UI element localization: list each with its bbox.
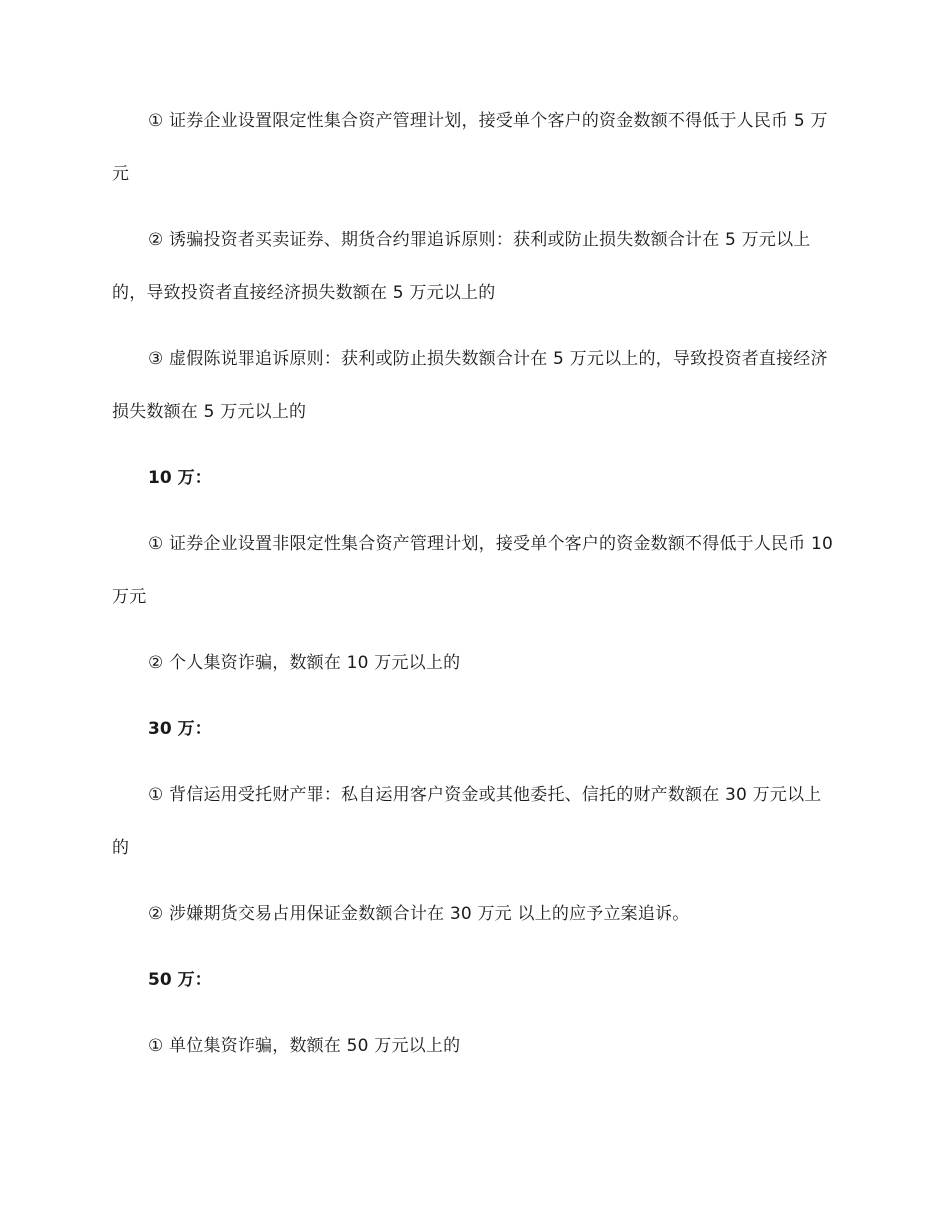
paragraph-30w-1: ① 背信运用受托财产罪：私自运用客户资金或其他委托、信托的财产数额在 30 万元以上的 (112, 785, 822, 858)
paragraph-50w-1: ① 单位集资诈骗，数额在 50 万元以上的 (148, 1036, 461, 1056)
paragraph-30w-2: ② 涉嫌期货交易占用保证金数额合计在 30 万元 以上的应予立案追诉。 (148, 904, 690, 924)
document-page (112, 95, 836, 1086)
paragraph-10w-2: ② 个人集资诈骗，数额在 10 万元以上的 (148, 653, 461, 673)
paragraph-5w-1: ① 证券企业设置限定性集合资产管理计划，接受单个客户的资金数额不得低于人民币 5 万元 (112, 111, 828, 184)
paragraph-5w-2: ② 诱骗投资者买卖证券、期货合约罪追诉原则：获利或防止损失数额合计在 5 万元以上的，导致投资者直接经济损失数额在 5 万元以上的 (112, 230, 811, 303)
heading-30w: 30 万： (148, 719, 212, 739)
heading-50w: 50 万： (148, 970, 212, 990)
heading-10w: 10 万： (148, 468, 212, 488)
paragraph-10w-1: ① 证券企业设置非限定性集合资产管理计划，接受单个客户的资金数额不得低于人民币 10 万元 (112, 534, 834, 607)
paragraph-5w-3: ③ 虚假陈说罪追诉原则：获利或防止损失数额合计在 5 万元以上的，导致投资者直接经济损失数额在 5 万元以上的 (112, 349, 828, 422)
